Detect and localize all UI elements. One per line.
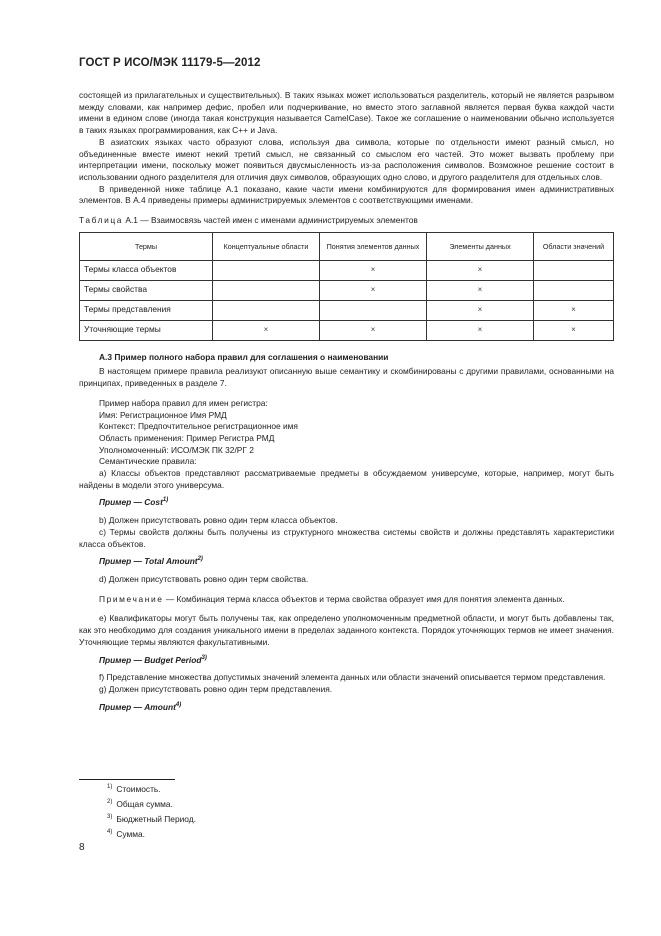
table-caption-prefix: Таблица	[79, 215, 124, 226]
rule-b: b) Должен присутствовать ровно один терм класса объектов.	[99, 515, 338, 526]
table-cell: ×	[534, 320, 614, 340]
registry-line: Область применения: Пример Регистра РМД	[99, 432, 275, 443]
footnote: $^{2)}$ Общая сумма.	[107, 799, 173, 809]
rule-d: d) Должен присутствовать ровно один терм свойства.	[99, 573, 309, 584]
rule-f: f) Представление множества допустимых значений элемента данных или области значений описывается термом представления.	[99, 672, 606, 683]
table-caption	[79, 215, 614, 227]
footnote-separator	[79, 779, 175, 780]
note-text: — Комбинация терма класса объектов и терма свойства образует имя для понятия элемента данных.	[163, 593, 565, 604]
footnote: $^{1)}$ Стоимость.	[107, 784, 161, 794]
footnotes	[107, 782, 196, 842]
example-1: Пример — Cost$^{1)}$	[99, 497, 169, 508]
registry-line: Имя: Регистрационное Имя РМД	[99, 409, 227, 420]
paragraph: состоящей из прилагательных и существительных). В таких языках может использоваться разделитель, который не является разрывом между словами, как например дефис, пробел или подчеркивание, но вместо этого заглавной является первая буква каждой части имени в едином слове (иногда такая конструкция называется CamelCase). Такое же соглашение о наименовании обычно используется в таких языках программирования, как С++ и Java.	[79, 90, 614, 136]
table-cell	[213, 300, 320, 320]
footnote: $^{3)}$ Бюджетный Период.	[107, 814, 196, 824]
table-header-cell: Термы	[80, 232, 213, 260]
registry-line: Семантические правила:	[99, 456, 197, 467]
document-body	[79, 90, 614, 719]
table-cell	[320, 300, 427, 320]
paragraph: В азиатских языках часто образуют слова, используя два символа, которые по отдельности имеют разный смысл, но объединенные вместе имеют некий третий смысл, не связанный со смыслом его частей. Это может вызвать проблему при интерпретации имени, поскольку может появиться двусмысленность из-за расположения символов. Возможное решение состоит в использовании одного разделителя для отличия двух символов, образующих одно слово, и другого разделителя для отдельных слов.	[79, 136, 614, 182]
table-row	[80, 320, 614, 340]
table-cell: ×	[427, 280, 534, 300]
rule-c: с) Термы свойств должны быть получены из структурного множества системы свойств и должны представлять характеристики класса объектов.	[79, 526, 614, 549]
table-header-cell: Области значений	[534, 232, 614, 260]
rule-a: а) Классы объектов представляют рассматриваемые предметы в обсуждаемом универсуме, которые, например, могут быть найдены в модели этого универсума.	[79, 468, 614, 490]
table-cell: ×	[320, 320, 427, 340]
registry-block	[79, 398, 614, 468]
table-row	[80, 260, 614, 280]
table-cell: Термы класса объектов	[80, 260, 213, 280]
registry-line: Пример набора правил для имен регистра:	[99, 397, 268, 408]
table-cell	[534, 280, 614, 300]
table-cell	[213, 280, 320, 300]
footnote: $^{4)}$ Сумма.	[107, 829, 145, 839]
table-cell: Термы представления	[80, 300, 213, 320]
table-cell: ×	[427, 260, 534, 280]
table-header-row	[80, 232, 614, 260]
registry-line: Контекст: Предпочтительное регистрационное имя	[99, 421, 298, 432]
page-header: ГОСТ Р ИСО/МЭК 11179-5—2012	[79, 57, 261, 69]
rule-e: е) Квалификаторы могут быть получены так, как определено уполномоченным предметной области, и могут быть добавлены так, как это необходимо для создания уникального имени в пределах заданного контекста. Порядок уточняющих термов не имеет значения. Уточняющие термы являются факультативными.	[79, 613, 614, 647]
rule-g: g) Должен присутствовать ровно один терм представления.	[99, 683, 333, 694]
table-cell: ×	[213, 320, 320, 340]
example-3: Пример — Budget Period$^{3)}$	[99, 654, 207, 665]
table-cell	[534, 260, 614, 280]
table-cell: Уточняющие термы	[80, 320, 213, 340]
table-cell: Термы свойства	[80, 280, 213, 300]
table-cell: ×	[427, 300, 534, 320]
note	[79, 594, 614, 606]
table-cell: ×	[534, 300, 614, 320]
note-label: Примечание	[99, 593, 164, 604]
table-cell	[213, 260, 320, 280]
table-row	[80, 300, 614, 320]
terms-table	[79, 232, 614, 341]
section-title: А.3 Пример полного набора правил для соглашения о наименовании	[99, 351, 389, 362]
table-header-cell: Концептуальные области	[213, 232, 320, 260]
paragraph: В настоящем примере правила реализуют описанную выше семантику и скомбинированы с другими правилами, основанными на принципах, приведенных в разделе 7.	[79, 366, 614, 389]
registry-line: Уполномоченный: ИСО/МЭК ПК 32/РГ 2	[99, 444, 254, 455]
table-cell: ×	[320, 280, 427, 300]
page-number: 8	[79, 842, 85, 853]
table-row	[80, 280, 614, 300]
table-header-cell: Элементы данных	[427, 232, 534, 260]
example-2: Пример — Total Amount$^{2)}$	[99, 556, 203, 567]
table-header-cell: Понятия элементов данных	[320, 232, 427, 260]
table-cell: ×	[427, 320, 534, 340]
table-caption-text: А.1 — Взаимосвязь частей имен с именами администрируемых элементов	[123, 215, 418, 226]
paragraph: В приведенной ниже таблице А.1 показано, какие части имени комбинируются для формирования имен административных элементов. В А.4 приведены примеры администрируемых элементов с соответствующими именами.	[79, 183, 614, 206]
example-4: Пример — Amount$^{4)}$	[99, 701, 182, 712]
table-cell: ×	[320, 260, 427, 280]
